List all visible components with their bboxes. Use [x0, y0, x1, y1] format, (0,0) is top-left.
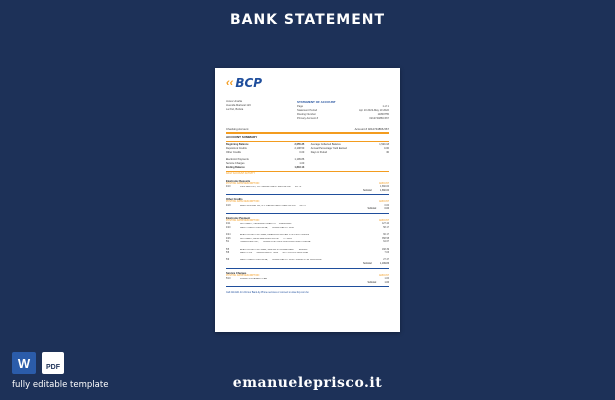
section-name: Electronic Payment [226, 216, 251, 220]
transaction-description: ACH DEBIT, LENA SERVICES PAYMT ***7771981 [240, 237, 292, 240]
summary-label: Ending Balance [226, 165, 245, 169]
section-name: Electronic Deposits [226, 179, 251, 183]
transaction-date: 5/9 [226, 259, 230, 262]
transaction-date: 5/10 [226, 278, 231, 281]
transaction-date: 4/11 [226, 223, 231, 226]
divider [226, 194, 389, 195]
transaction-date: 5/5 [226, 248, 230, 251]
summary-label: Electronic Payments [226, 158, 249, 162]
editable-tagline: fully editable template [12, 380, 109, 390]
section-name: Other Credits [226, 198, 243, 202]
meta-value: Apr 10 2022-May 10 2022 [359, 109, 389, 112]
pdf-icon: PDF [42, 352, 64, 374]
column-header-right: AMOUNT [379, 182, 389, 185]
transaction-description: ELECTRONIC PMT-WEB, AMERICAN WATER UTIL PMNT 000009 [240, 234, 310, 237]
activity-section [226, 217, 389, 269]
column-header-left: POSTING DATE DESCRIPTION [226, 274, 260, 277]
subtotal-value: 1,660.00 [380, 189, 389, 192]
bank-logo-text: BCP [235, 76, 263, 90]
summary-value: 2,108.50 [294, 146, 305, 150]
column-header-right: AMOUNT [379, 274, 389, 277]
column-header-right: AMOUNT [379, 201, 389, 204]
meta-value: 0212744866-567 [369, 117, 389, 120]
summary-left [226, 143, 304, 170]
meta-label: Routing Number [297, 113, 316, 116]
summary-right [311, 143, 389, 170]
transaction-description: ZERO DOLLAR CR, N.J. DEPARTMENT RENTAL AST ***30772 [240, 204, 306, 207]
summary-label: Average Collected Balance [310, 143, 341, 146]
transaction-date: 5/8 [226, 252, 230, 255]
divider [226, 132, 389, 134]
divider [226, 286, 389, 287]
transaction-description: ELECTRONIC PMT-WEB, SIMPLE STORAGE RENT ****9838411 [240, 248, 308, 251]
transaction-description: 1421 DEPOSIT, N.J. DEPARTMENT RENTAL AST ***30772 [240, 186, 302, 189]
column-header-right: AMOUNT [379, 219, 389, 222]
transaction-date: 5/1 [226, 241, 230, 244]
section-subtotal [226, 282, 389, 286]
subtotal-value: 1,199.86 [380, 262, 389, 265]
divider [226, 213, 389, 214]
meta-row [297, 117, 389, 121]
column-header-left: POSTING DATE DESCRIPTION [226, 201, 260, 204]
transaction-amount: 127.44 [381, 223, 389, 226]
column-header-left: POSTING DATE DESCRIPTION [226, 219, 260, 222]
account-number: Account # 0212744866-567 [354, 127, 389, 131]
activity-section [226, 272, 389, 288]
transaction-description: TELECOMM PMT, ****461182 AT&T BILL 3030 BUZA NORTHRIDGE [240, 241, 311, 244]
summary-value: 0.00 [299, 150, 305, 154]
summary-value: 0.00 [384, 146, 389, 150]
meta-value: 11800755 [377, 113, 389, 116]
transaction-amount: 1.00 [384, 278, 389, 281]
transaction-date: 4/18 [226, 204, 231, 207]
account-type: Checking Account [226, 127, 249, 131]
website-link[interactable]: emanueleprisco.it [232, 375, 383, 391]
summary-value: 1.00 [299, 161, 305, 165]
section-name: Service Charges [226, 271, 247, 275]
statement-meta [297, 100, 389, 121]
summary-value: 30 [386, 150, 389, 154]
bank-logo [226, 76, 389, 90]
transaction-amount: 0.00 [384, 204, 389, 207]
meta-label: Primary Account # [297, 117, 319, 120]
summary-value: 1,199.86 [294, 158, 305, 162]
subtotal-value: 1.00 [384, 281, 389, 284]
summary-value: 1,520.18 [379, 143, 389, 146]
section-subtotal [226, 263, 389, 267]
section-subtotal [226, 190, 389, 194]
transaction-date: 4/24 [226, 234, 231, 237]
summary-row [311, 151, 389, 155]
divider [226, 141, 389, 143]
account-summary-title: ACCOUNT SUMMARY [226, 135, 258, 139]
summary-label: Deposits & Credits [226, 146, 247, 150]
address-line: La Paz, Bolivia [226, 108, 244, 111]
activity-section [226, 198, 389, 214]
transaction-amount: 64.67 [383, 241, 389, 244]
transaction-amount: 27.47 [383, 259, 389, 262]
customer-address [226, 100, 251, 121]
bank-statement-document [215, 68, 400, 332]
meta-label: Statement Period [297, 109, 318, 112]
meta-label: Page [297, 105, 304, 108]
transaction-description: DEBIT POS ****461182 DEPOT 3030 ****30774 DON PURCHASE [240, 252, 308, 255]
statement-of-account-title: STATEMENT OF ACCOUNT [297, 100, 336, 104]
activity-sections [226, 180, 389, 288]
transaction-amount: 1,660.00 [380, 186, 389, 189]
format-icons [12, 352, 64, 374]
transaction-description: ACH DEBIT, TERMINAL CREDITS ***1898484441 [240, 223, 292, 226]
transaction-description: DEBIT CARD PURCHASE, ****461182 DEPOT 3030 / 008000 1794 CIRCULAR [240, 259, 322, 262]
divider [226, 171, 389, 173]
transaction-amount: 58.17 [383, 227, 389, 230]
activity-section [226, 180, 389, 196]
column-header-left: POSTING DATE DESCRIPTION [226, 182, 260, 185]
summary-label: Beginning Balance [226, 143, 249, 146]
subtotal-value: 0.00 [384, 208, 389, 211]
subtotal-label: Subtotal: [362, 189, 373, 192]
statement-header [226, 100, 389, 121]
word-icon: W [12, 352, 36, 374]
subtotal-label: Subtotal: [367, 208, 377, 211]
summary-row [226, 166, 304, 170]
transaction-description: PAPER STATEMENT FEE [240, 278, 267, 281]
transaction-amount: 66.17 [383, 234, 389, 237]
summary-label: Annual Percentage Yield Earned [310, 146, 347, 150]
daily-activity-title: DAILY ACCOUNT ACTIVITY [226, 173, 256, 176]
transaction-description: DEBIT CARD PURCHASE, ****461182 DEPOT 3030 [240, 227, 294, 230]
transaction-amount: 358.58 [381, 237, 389, 240]
summary-label: Other Credits [226, 150, 241, 154]
footer-note: Call 2114141 for 24-hour Bank-by-Phone services or connect to www.bcp.com.bo [226, 292, 309, 295]
summary-value: 2,055.35 [294, 143, 305, 146]
account-line [226, 127, 389, 131]
transaction-date: 4/20 [226, 227, 231, 230]
transaction-row [226, 278, 389, 282]
transaction-row [226, 205, 389, 209]
subtotal-label: Subtotal: [367, 281, 377, 284]
transaction-date: 4/10 [226, 186, 231, 189]
summary-label: Days in Period [310, 150, 328, 154]
bank-logo-mark: ‹‹ [226, 77, 234, 89]
summary-value: 1,818.13 [294, 165, 305, 169]
account-summary [226, 143, 389, 170]
section-subtotal [226, 208, 389, 212]
page-title: BANK STATEMENT [229, 12, 386, 28]
address-line: Avenida Mariscal 123 [226, 104, 251, 107]
transaction-date: 4/26 [226, 237, 231, 240]
subtotal-label: Subtotal: [362, 262, 373, 265]
address-line: Jones Umaña [226, 100, 243, 103]
transaction-amount: 7.06 [384, 252, 389, 255]
divider [226, 268, 389, 269]
transaction-amount: 168.39 [381, 248, 389, 251]
summary-label: Service Charges [226, 161, 245, 165]
meta-value: 1 of 1 [382, 105, 389, 108]
